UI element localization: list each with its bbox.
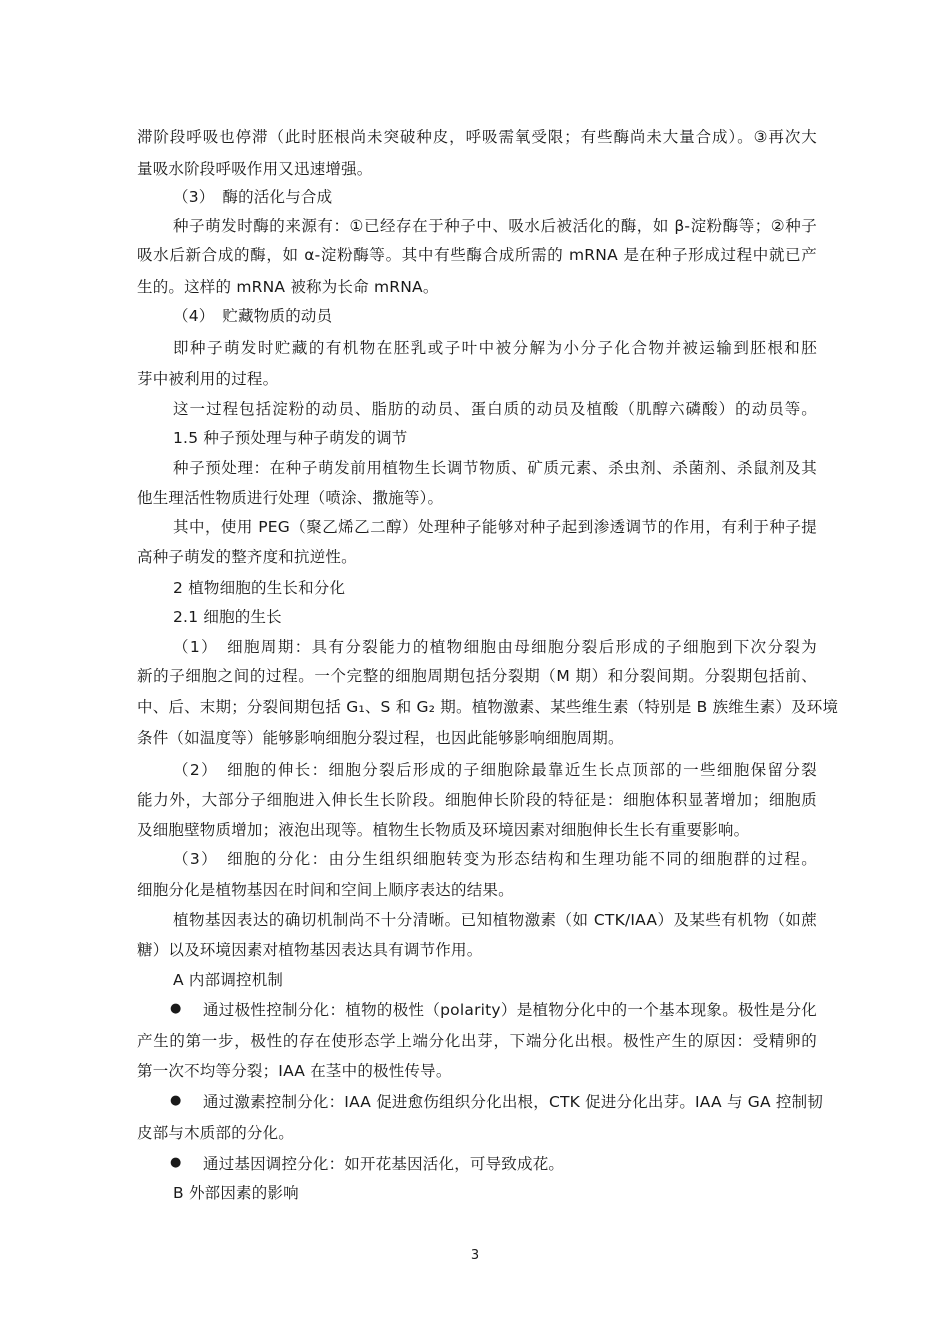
text-line: 即种子萌发时贮藏的有机物在胚乳或子叶中被分解为小分子化合物并被运输到胚根和胚: [173, 339, 817, 357]
text-line: 糖）以及环境因素对植物基因表达具有调节作用。: [137, 941, 483, 959]
text-line: （1） 细胞周期：具有分裂能力的植物细胞由母细胞分裂后形成的子细胞到下次分裂为: [173, 638, 817, 656]
text-line: 高种子萌发的整齐度和抗逆性。: [137, 548, 357, 566]
text-line: 及细胞壁物质增加；液泡出现等。植物生长物质及环境因素对细胞伸长生长有重要影响。: [137, 821, 750, 839]
section-heading: 2.1 细胞的生长: [173, 608, 282, 626]
text-line: 种子预处理：在种子萌发前用植物生长调节物质、矿质元素、杀虫剂、杀菌剂、杀鼠剂及其: [173, 459, 817, 477]
text-line: 滞阶段呼吸也停滞（此时胚根尚未突破种皮，呼吸需氧受限；有些酶尚未大量合成）。③再次大: [137, 128, 817, 146]
bullet-icon: ●: [170, 1001, 182, 1016]
page-number: 3: [470, 1248, 480, 1263]
text-line: 产生的第一步，极性的存在使形态学上端分化出芽，下端分化出根。极性产生的原因：受精卵的: [137, 1032, 817, 1050]
text-line: 这一过程包括淀粉的动员、脂肪的动员、蛋白质的动员及植酸（肌醇六磷酸）的动员等。: [173, 400, 817, 418]
text-line: 量吸水阶段呼吸作用又迅速增强。: [137, 160, 373, 178]
section-heading: （3） 酶的活化与合成: [173, 188, 333, 206]
text-line: 通过基因调控分化：如开花基因活化，可导致成花。: [203, 1155, 565, 1173]
section-heading: A 内部调控机制: [173, 971, 284, 989]
bullet-icon: ●: [170, 1155, 182, 1170]
text-line: 植物基因表达的确切机制尚不十分清晰。已知植物激素（如 CTK/IAA）及某些有机物（如蔗: [173, 911, 817, 929]
text-line: 吸水后新合成的酶，如 α-淀粉酶等。其中有些酶合成所需的 mRNA 是在种子形成过程中就已产: [137, 246, 817, 264]
text-line: 种子萌发时酶的来源有：①已经存在于种子中、吸水后被活化的酶，如 β-淀粉酶等；②种子: [173, 217, 817, 235]
text-line: 细胞分化是植物基因在时间和空间上顺序表达的结果。: [137, 881, 514, 899]
text-line: （3） 细胞的分化：由分生组织细胞转变为形态结构和生理功能不同的细胞群的过程。: [173, 850, 817, 868]
text-line: 其中，使用 PEG（聚乙烯乙二醇）处理种子能够对种子起到渗透调节的作用，有利于种子提: [173, 518, 817, 536]
text-line: 能力外，大部分子细胞进入伸长生长阶段。细胞伸长阶段的特征是：细胞体积显著增加；细胞质: [137, 791, 817, 809]
text-line: 生的。这样的 mRNA 被称为长命 mRNA。: [137, 278, 439, 296]
text-line: 他生理活性物质进行处理（喷涂、撒施等）。: [137, 489, 444, 507]
text-line: 条件（如温度等）能够影响细胞分裂过程，也因此能够影响细胞周期。: [137, 729, 624, 747]
section-heading: 2 植物细胞的生长和分化: [173, 579, 346, 597]
text-line: 通过极性控制分化：植物的极性（polarity）是植物分化中的一个基本现象。极性是分化: [203, 1001, 817, 1019]
bullet-icon: ●: [170, 1093, 182, 1108]
text-line: 通过激素控制分化：IAA 促进愈伤组织分化出根，CTK 促进分化出芽。IAA 与 GA 控制韧: [203, 1093, 824, 1111]
text-line: 中、后、末期；分裂间期包括 G₁、S 和 G₂ 期。植物激素、某些维生素（特别是 B 族维生素）及环境: [137, 698, 839, 716]
text-line: 皮部与木质部的分化。: [137, 1124, 295, 1142]
section-heading: B 外部因素的影响: [173, 1184, 299, 1202]
text-line: 新的子细胞之间的过程。一个完整的细胞周期包括分裂期（M 期）和分裂间期。分裂期包括前、: [137, 667, 817, 685]
text-line: 第一次不均等分裂；IAA 在茎中的极性传导。: [137, 1062, 452, 1080]
section-heading: （4） 贮藏物质的动员: [173, 307, 333, 325]
text-line: 芽中被利用的过程。: [137, 370, 279, 388]
text-line: （2） 细胞的伸长：细胞分裂后形成的子细胞除最靠近生长点顶部的一些细胞保留分裂: [173, 761, 817, 779]
section-heading: 1.5 种子预处理与种子萌发的调节: [173, 429, 408, 447]
